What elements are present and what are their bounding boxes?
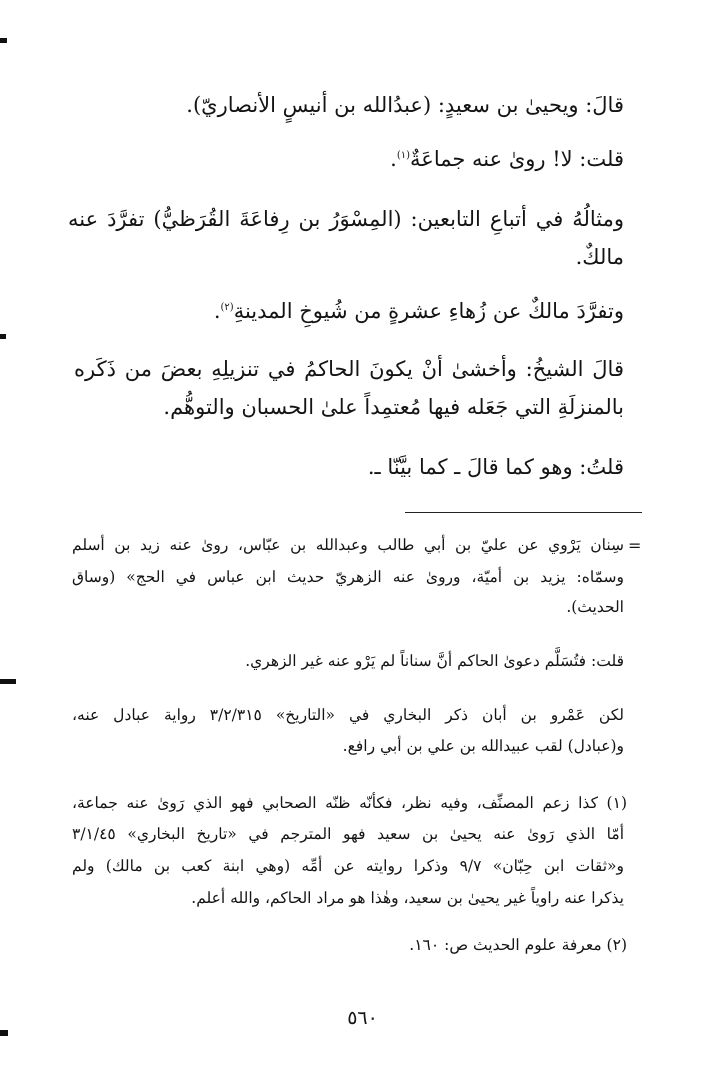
footnote-2-text: (٢) معرفة علوم الحديث ص: ١٦٠.	[409, 936, 627, 954]
footnote-1-line-4	[191, 887, 624, 909]
footnote-2	[409, 934, 627, 956]
footnote-1-line-4-text: يذكرا عنه راوياً غير يحيىٰ بن سعيد، وهٰذا هو مراد الحاكم، والله أعلم.	[191, 889, 624, 907]
footnote-1-line-1	[72, 792, 627, 814]
main-text-line-2	[390, 145, 624, 173]
footnote-ref-1[interactable]: (١)	[396, 150, 411, 161]
main-text-line-2-text: قلت: لا! روىٰ عنه جماعَةٌ	[410, 147, 624, 171]
main-text-line-3-text: ومثالُهُ في أتباعِ التابعين: (المِسْوَرُ بن رِفاعَةَ القُرَظيُّ) تفرَّدَ عنه	[68, 207, 624, 231]
footnote-cont-line-2-text: وسمّاه: يزيد بن أميّة، وروىٰ عنه الزهريّ حديث ابن عباس في الحج» (وساق	[72, 568, 624, 586]
main-text-line-8-text: قلتُ: وهو كما قالَ ـ كما بيَّنّا ـ.	[367, 455, 624, 479]
scan-mark	[0, 334, 6, 339]
footnote-cont-line-1-text: سِنان يَرْوي عن عليّ بن أبي طالب وعبدالله بن عبّاس، روىٰ عنه زيد بن أسلم	[72, 536, 624, 554]
footnote-cont-line-4-text: قلت: فتُسَلَّم دعوىٰ الحاكم أنَّ سناناً لم يَرْو عنه غير الزهري.	[245, 652, 624, 670]
footnote-cont-line-4	[245, 650, 624, 672]
scan-mark	[0, 38, 7, 43]
main-text-line-6-text: قالَ الشيخُ: وأخشىٰ أنْ يكونَ الحاكمُ في تنزيلِهِ بعضَ من ذَكَره	[74, 357, 624, 381]
footnote-cont-line-5	[72, 704, 624, 726]
footnote-cont-line-1	[72, 534, 624, 556]
main-text-line-5	[214, 297, 624, 325]
scan-mark	[0, 1030, 8, 1036]
footnote-1-line-2	[72, 823, 624, 845]
footnote-1-line-2-text: أمّا الذي رَوىٰ عنه يحيىٰ بن سعيد فهو المترجم في «تاريخ البخاري» ٣/١/٤٥	[72, 825, 624, 843]
main-text-line-8	[368, 453, 624, 481]
footnote-cont-line-6	[343, 735, 624, 757]
main-text-line-3	[68, 205, 624, 233]
main-text-line-7-text: بالمنزلَةِ التي جَعَله فيها مُعتمِداً علىٰ الحسبان والتوهُّم.	[163, 395, 624, 419]
main-text-line-5-text: وتفرَّدَ مالكٌ عن زُهاءِ عشرةٍ من شُيوخِ المدينةِ	[233, 299, 624, 323]
main-text-line-1-text: قالَ: ويحيىٰ بن سعيدٍ: (عبدُالله بن أنيسٍ الأنصاريّ).	[186, 93, 624, 117]
footnote-1-line-3-text: و«ثقات ابن حِبّان» ٩/٧ وذكرا روايته عن أمِّه (وهي ابنة كعب بن مالك) ولم	[72, 857, 624, 875]
main-text-line-2-end: .	[390, 147, 397, 171]
scan-mark	[0, 679, 16, 684]
footnote-1-line-1-text: (١) كذا زعم المصنِّف، وفيه نظر، فكأنّه ظنّه الصحابي فهو الذي رَوىٰ عنه جماعة،	[72, 794, 627, 812]
main-text-line-7	[163, 393, 624, 421]
footnote-cont-line-3-text: الحديث).	[566, 598, 624, 616]
main-text-line-4-text: مالكٌ.	[575, 245, 624, 269]
footnote-continuation-mark: =	[628, 536, 642, 555]
page-number: ٥٦٠	[347, 1007, 378, 1029]
footnote-cont-line-2	[72, 566, 624, 588]
main-text-line-1	[186, 91, 624, 119]
footnote-separator	[405, 512, 642, 513]
footnote-cont-line-3	[566, 596, 624, 618]
footnote-cont-line-6-text: و(عبادل) لقب عبيدالله بن علي بن أبي رافع.	[342, 737, 624, 755]
main-text-line-6	[74, 355, 624, 383]
footnote-ref-2[interactable]: (٢)	[220, 302, 234, 313]
main-text-line-5-end: .	[213, 299, 221, 323]
main-text-line-4	[576, 243, 624, 271]
footnote-1-line-3	[72, 855, 624, 877]
footnote-cont-line-5-text: لكن عَمْرو بن أبان ذكر البخاري في «التاريخ» ٣/٢/٣١٥ رواية عبادل عنه،	[72, 706, 625, 724]
